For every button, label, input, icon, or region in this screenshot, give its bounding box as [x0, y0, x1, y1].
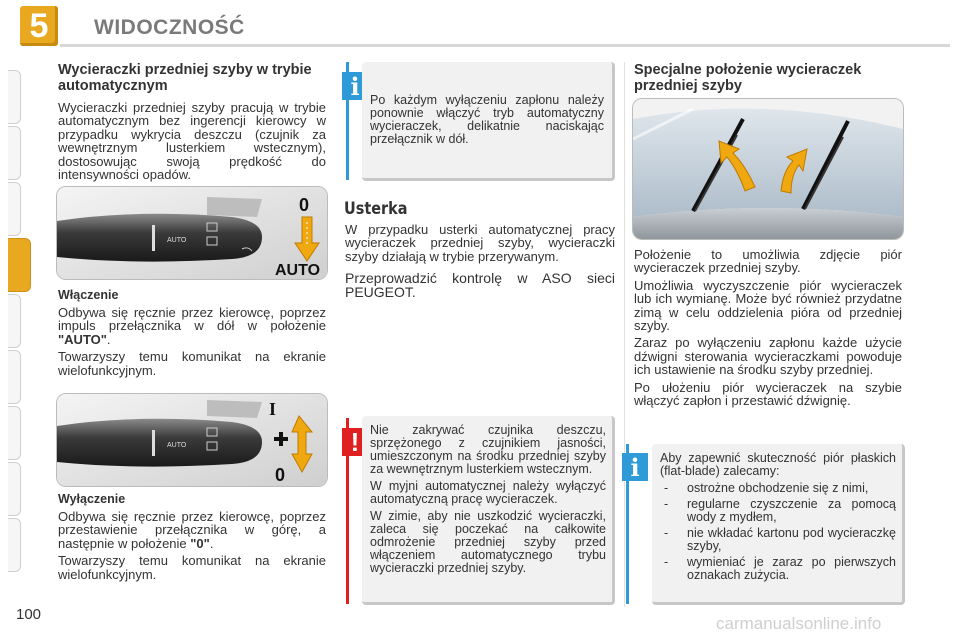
- position-one-label: I: [269, 399, 277, 419]
- switch-off-text: Odbywa się ręcznie przez kierowcę, poprzez przestawienie przełącznika w górę, a następnie w położenie "0".: [58, 509, 326, 551]
- fault-text: W przypadku usterki automatycznej pracy wycieraczek przedniej szyby, wycieraczki szyby działają w trybie przerywanym.: [345, 222, 615, 264]
- chapter-tab-8[interactable]: [8, 406, 21, 460]
- tip-list: [660, 482, 896, 582]
- tip-intro: Aby zapewnić skuteczność piór płaskich (flat-blade) zalecamy:: [660, 451, 896, 478]
- special-position-paragraph: Po ułożeniu piór wycieraczek na szybie włączyć zapłon i przestawić dźwignię.: [634, 379, 902, 409]
- warning-paragraph: W myjni automatycznej należy wyłączyć automatyczną pracę wycieraczek.: [370, 479, 606, 506]
- warning-note: [362, 416, 615, 605]
- chapter-title: WIDOCZNOŚĆ: [94, 16, 245, 39]
- position-zero-label: 0: [299, 195, 310, 215]
- switch-off-heading: Wyłączenie: [58, 492, 126, 506]
- position-zero-label-2: 0: [275, 465, 286, 485]
- fault-title: Usterka: [344, 199, 408, 219]
- fault-service-text: Przeprowadzić kontrolę w ASO sieci PEUGEOT.: [345, 270, 615, 301]
- switch-on-heading: Włączenie: [58, 288, 119, 302]
- chapter-tab-2[interactable]: [8, 126, 21, 180]
- watermark: carmanualsonline.info: [716, 614, 882, 633]
- tip-item: - wymieniać je zaraz po pierwszych oznakach zużycia.: [660, 556, 896, 582]
- chapter-number-badge: 5: [20, 6, 58, 46]
- special-position-paragraph: Położenie to umożliwia zdjęcie piór wycieraczek przedniej szyby.: [634, 247, 902, 276]
- special-position-paragraph: Zaraz po wyłączeniu zapłonu każde użycie dźwigni sterowania wycieraczkami powoduje ich ustawienie na środku szyby przedniej.: [634, 335, 902, 378]
- info-icon-2: i: [622, 453, 648, 481]
- flat-blade-tip-note: [652, 444, 905, 605]
- chapter-tab-7[interactable]: [8, 350, 21, 404]
- windscreen-wipers-image: [632, 98, 904, 240]
- warning-paragraph: Nie zakrywać czujnika deszczu, sprzężonego z czujnikiem jasności, umieszczonym na środku przedniej szyby za wewnętrznym lusterkiem wstecznym.: [370, 423, 606, 476]
- svg-text:AUTO: AUTO: [167, 442, 187, 449]
- chapter-tab-5-active[interactable]: [8, 238, 31, 292]
- chapter-tab-9[interactable]: [8, 462, 21, 516]
- special-position-title: Specjalne położenie wycieraczek przedniej szyby: [634, 62, 862, 94]
- chapter-tab-3[interactable]: [8, 182, 21, 236]
- stalk-off-image: [56, 393, 328, 487]
- chapter-tab-6[interactable]: [8, 294, 21, 348]
- info-note-text: Po każdym wyłączeniu zapłonu należy ponownie włączyć tryb automatyczny wycieraczek, delikatnie naciskając przełącznik w dół.: [370, 93, 604, 146]
- svg-text:AUTO: AUTO: [167, 237, 187, 244]
- stalk-auto-image: [56, 186, 328, 280]
- tip-item: - ostrożne obchodzenie się z nimi,: [660, 482, 896, 495]
- tip-item: - nie wkładać kartonu pod wycieraczkę szyby,: [660, 527, 896, 553]
- warning-icon: !: [342, 428, 368, 456]
- switch-off-message: Towarzyszy temu komunikat na ekranie wielofunkcyjnym.: [58, 553, 326, 582]
- page-number: 100: [16, 606, 42, 623]
- switch-on-message: Towarzyszy temu komunikat na ekranie wielofunkcyjnym.: [58, 349, 326, 378]
- auto-wipers-title: Wycieraczki przedniej szyby w trybie automatycznym: [58, 62, 312, 94]
- position-auto-label: AUTO: [275, 262, 321, 279]
- chapter-tab-1[interactable]: [8, 70, 21, 124]
- info-icon: i: [342, 72, 368, 100]
- info-note: [362, 62, 615, 181]
- tip-item: - regularne czyszczenie za pomocą wody z mydłem,: [660, 498, 896, 524]
- chapter-tab-10[interactable]: [8, 518, 21, 572]
- warning-paragraph: W zimie, aby nie uszkodzić wycieraczki, zaleca się poczekać na całkowite odmrożenie przedniej szyby przed włączeniem automatycznego trybu wycieraczki przedniej szyby.: [370, 509, 606, 575]
- header-divider: [60, 44, 950, 47]
- special-position-paragraph: Umożliwia wyczyszczenie piór wycieraczek lub ich wymianę. Może być również przydatne zimą w celu oddzielenia pióra od przedniej szyby.: [634, 277, 902, 334]
- switch-on-text: Odbywa się ręcznie przez kierowcę, poprzez impuls przełącznika w dół w położenie "AUTO".: [58, 305, 326, 347]
- column-divider: [624, 62, 625, 607]
- auto-wipers-intro: Wycieraczki przedniej szyby pracują w trybie automatycznym bez ingerencji kierowcy w przypadku wykrycia deszczu (czujnik za wewnętrznym lusterkiem wstecznym), dostosowując swoją prędkość do intensywności opadów.: [58, 100, 326, 183]
